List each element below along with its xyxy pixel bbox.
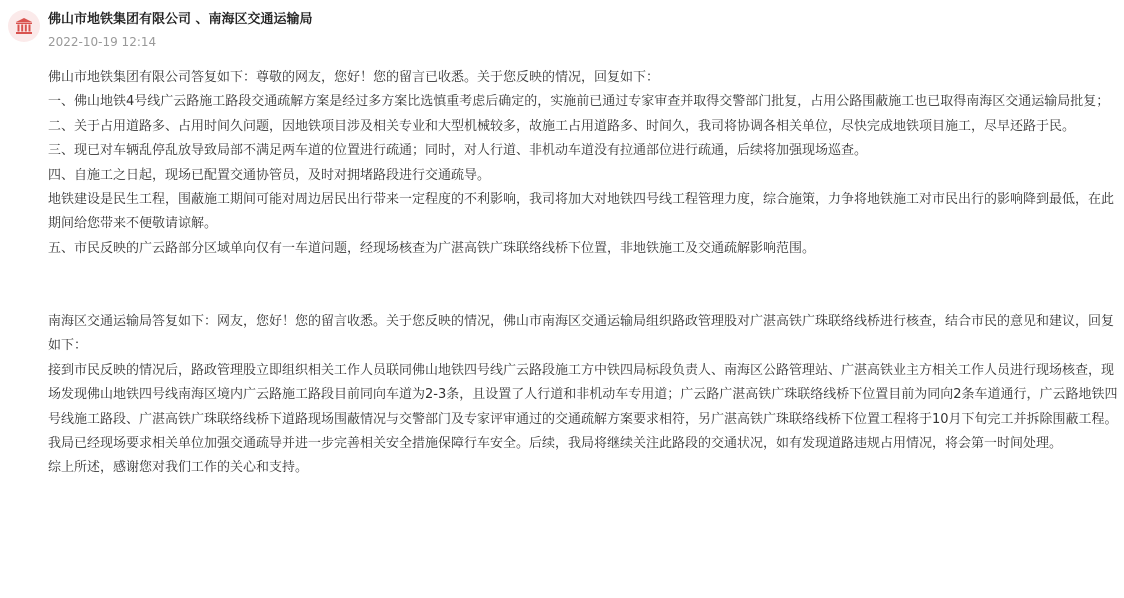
reply1-item-3: 三、现已对车辆乱停乱放导致局部不满足两车道的位置进行疏通；同时，对人行道、非机动车道没有拉通部位进行疏通，后续将加强现场巡查。 [48, 143, 868, 159]
section-gap [48, 261, 1120, 310]
government-building-icon [15, 17, 33, 35]
reply2-closing: 综上所述，感谢您对我们工作的关心和支持。 [48, 460, 309, 476]
reply1-intro: 佛山市地铁集团有限公司答复如下：尊敬的网友，您好！您的留言已收悉。关于您反映的情况，回复如下： [48, 70, 660, 85]
reply1-item-2: 二、关于占用道路多、占用时间久问题，因地铁项目涉及相关专业和大型机械较多，故施工占用道路多、时间久，我司将协调各相关单位，尽快完成地铁项目施工，尽早还路于民。 [48, 118, 1076, 134]
reply1-item-5: 五、市民反映的广云路部分区域单向仅有一车道问题，经现场核查为广湛高铁广珠联络线桥下位置，非地铁施工及交通疏解影响范围。 [48, 240, 816, 256]
reply1-note: 地铁建设是民生工程，围蔽施工期间可能对周边居民出行带来一定程度的不利影响，我司将加大对地铁四号线工程管理力度，综合施策，力争将地铁施工对市民出行的影响降到最低，在此期间给您带来不便敬请谅解。 [48, 192, 1115, 232]
reply1-item-1: 一、佛山地铁4号线广云路施工路段交通疏解方案是经过多方案比选慎重考虑后确定的，实施前已通过专家审查并取得交警部门批复，占用公路围蔽施工也已取得南海区交通运输局批复； [48, 94, 1110, 110]
reply-date: 2022-10-19 12:14 [48, 35, 157, 49]
reply2-intro: 南海区交通运输局答复如下：网友，您好！您的留言收悉。关于您反映的情况，佛山市南海区交通运输局组织路政管理股对广湛高铁广珠联络线桥进行核查，结合市民的意见和建议，回复如下： [48, 314, 1115, 354]
avatar [8, 10, 40, 42]
reply-content [48, 66, 1120, 481]
reply1-item-4: 四、自施工之日起，现场已配置交通协管员，及时对拥堵路段进行交通疏导。 [48, 167, 491, 183]
reply2-body: 接到市民反映的情况后，路政管理股立即组织相关工作人员联同佛山地铁四号线广云路段施工方中铁四局标段负责人、南海区公路管理站、广湛高铁业主方相关工作人员进行现场核查，现场发现佛山地铁四号线南海区境内广云路施工路段目前同向车道为2-3条，且设置了人行道和非机动车专用道；广云路广湛高铁广珠联络线桥下位置目前为同向2条车道通行，广云路地铁四号线施工路段、广湛高铁广珠联络线桥下道路现场围蔽情况与交警部门及专家评审通过的交通疏解方案要求相符，另广湛高铁广珠联络线桥下位置工程将于10月下旬完工并拆除围蔽工程。我局已经现场要求相关单位加强交通疏导并进一步完善相关安全措施保障行车安全。后续，我局将继续关注此路段的交通状况，如有发现道路违规占用情况，将会第一时间处理。 [48, 362, 1118, 452]
org-name: 佛山市地铁集团有限公司 、南海区交通运输局 [48, 12, 313, 27]
